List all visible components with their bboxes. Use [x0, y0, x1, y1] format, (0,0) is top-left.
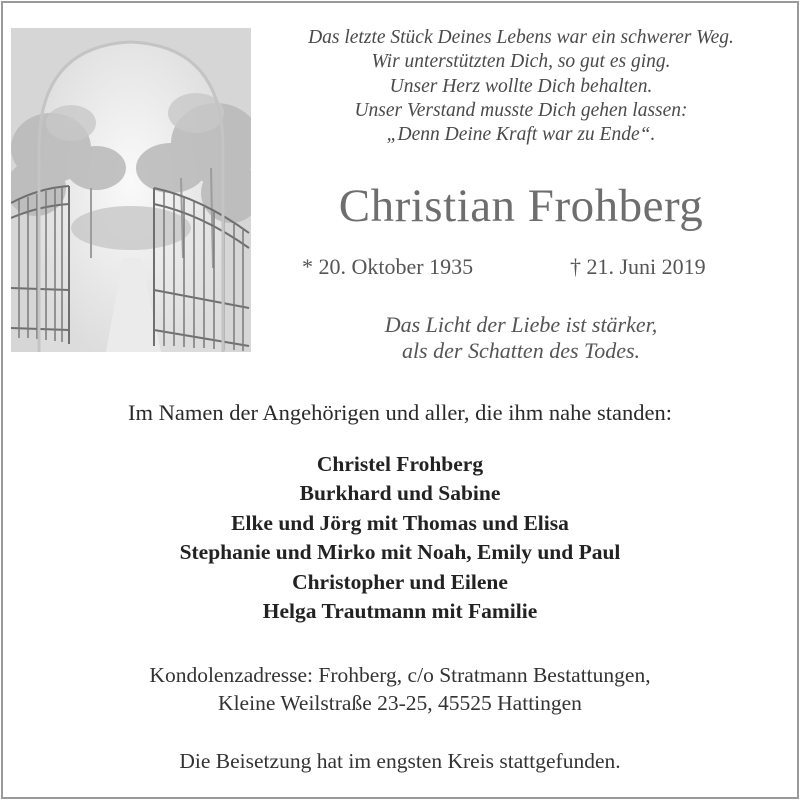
memorial-quote: [258, 312, 784, 364]
poem: [258, 26, 784, 147]
poem-line: „Denn Deine Kraft war zu Ende“.: [386, 124, 656, 146]
poem-line: Unser Verstand musste Dich gehen lassen:: [354, 99, 688, 121]
mourner-entry: Elke und Jörg mit Thomas und Elisa: [231, 510, 569, 535]
poem-line: Wir unterstützten Dich, so gut es ging.: [371, 51, 671, 73]
mourner-entry: Stephanie und Mirko mit Noah, Emily und Paul: [179, 540, 621, 565]
garden-gate-illustration: [11, 28, 251, 352]
address-line: Kondolenzadresse: Frohberg, c/o Stratmann Bestattungen,: [149, 663, 651, 687]
burial-note: Die Beisetzung hat im engsten Kreis stattgefunden.: [179, 749, 621, 773]
quote-line: Das Licht der Liebe ist stärker,: [384, 312, 658, 337]
poem-line: Unser Herz wollte Dich behalten.: [389, 75, 653, 97]
birth-date: * 20. Oktober 1935: [302, 254, 474, 279]
quote-line: als der Schatten des Todes.: [401, 338, 641, 363]
poem-line: Das letzte Stück Deines Lebens war ein schwerer Weg.: [308, 27, 734, 48]
condolence-address: [0, 661, 800, 717]
death-date: † 21. Juni 2019: [570, 254, 706, 279]
mourner-entry: Christopher und Eilene: [292, 569, 508, 594]
deceased-name: Christian Frohberg: [338, 180, 704, 232]
mourner-entry: Helga Trautmann mit Familie: [262, 599, 538, 624]
mourners-intro: Im Namen der Angehörigen und aller, die ihm nahe standen:: [128, 400, 672, 425]
mourner-entry: Christel Frohberg: [316, 452, 484, 476]
mourner-entry: Burkhard und Sabine: [299, 481, 501, 506]
mourners-list: [0, 450, 800, 626]
address-line: Kleine Weilstraße 23-25, 45525 Hattingen: [218, 691, 582, 715]
